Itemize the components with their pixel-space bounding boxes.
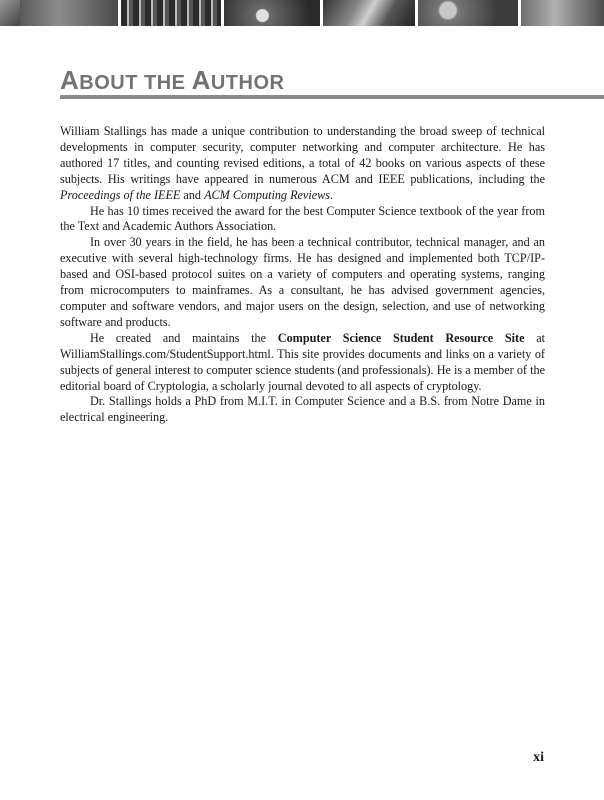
acm-reviews-title: ACM Computing Reviews [204, 187, 330, 202]
banner-image-tile [0, 0, 20, 26]
title-rule [60, 95, 604, 99]
banner-image-tile [224, 0, 320, 26]
proceedings-title: Proceedings of the IEEE [60, 187, 181, 202]
banner-image-tile [521, 0, 604, 26]
page-number: xi [533, 750, 544, 765]
bio-paragraph-4: He created and maintains the Computer Science Student Resource Site at WilliamStallings.com/StudentSupport.html. This site provides documents and links on a variety of subjects of general interest to computer science students (and professionals). He is a member of the editorial board of Cryptologia, a scholarly journal devoted to all aspects of cryptology. [60, 330, 546, 393]
header-image-banner [0, 0, 604, 26]
banner-image-tile [418, 0, 518, 26]
banner-image-tile [323, 0, 415, 26]
bio-paragraph-2: He has 10 times received the award for the best Computer Science textbook of the year from the Text and Academic Authors Association. [60, 203, 545, 234]
resource-site-name: Computer Science Student Resource Site [277, 330, 525, 345]
page-title: ABOUT THE AUTHOR [60, 65, 285, 95]
bio-paragraph-5: Dr. Stallings holds a PhD from M.I.T. in Computer Science and a B.S. from Notre Dame in electrical engineering. [60, 394, 545, 425]
bio-paragraph-1: William Stallings has made a unique contribution to understanding the broad sweep of technical developments in computer security, computer networking and computer architecture. He has authored 17 titles, and counting revised editions, a total of 42 books on various aspects of these subjects. His writings have appeared in numerous ACM and IEEE publications, including the Proceedings of the IEEE and ACM Computing Reviews. [60, 124, 545, 202]
bio-paragraph-3: In over 30 years in the field, he has been a technical contributor, technical manager, and an executive with several high-technology firms. He has designed and implemented both TCP/IP-based and OSI-based protocol suites on a variety of computers and operating systems, ranging from microcomputers to mainframes. As a consultant, he has advised government agencies, computer and software vendors, and major users on the design, selection, and use of networking software and products. [60, 235, 545, 329]
author-bio [60, 124, 545, 426]
banner-image-tile [121, 0, 221, 26]
banner-image-tile [20, 0, 118, 26]
